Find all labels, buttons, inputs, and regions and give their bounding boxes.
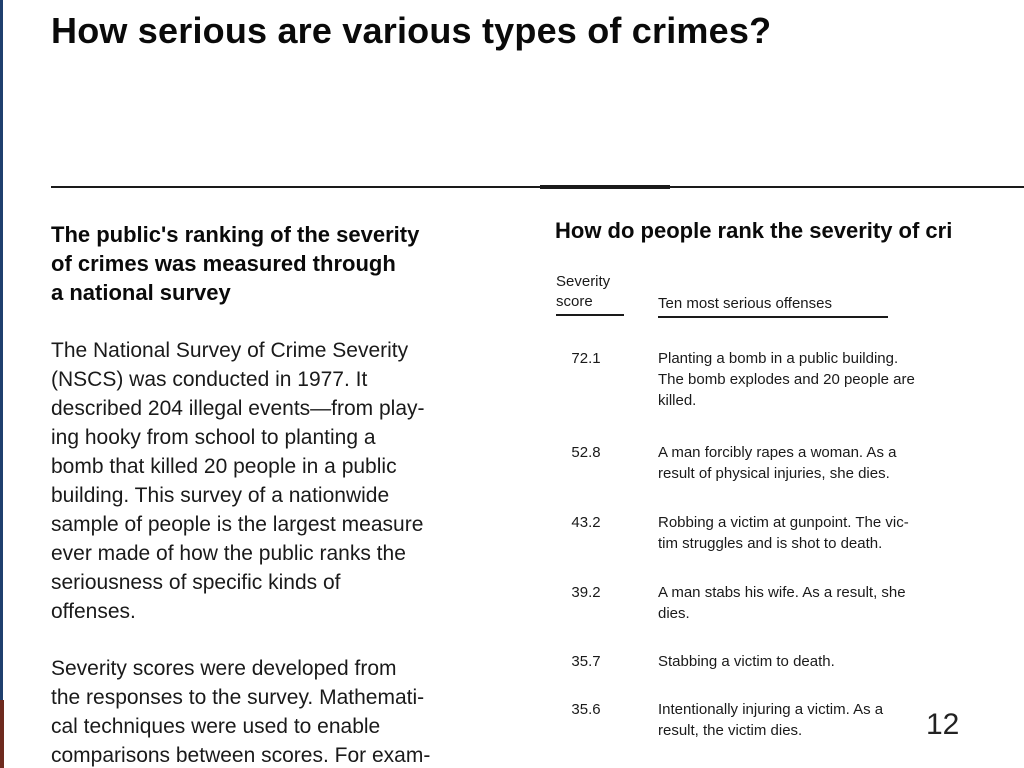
text-line: described 204 illegal events—from play- [51, 397, 425, 420]
text-line: Severity scores were developed from [51, 657, 397, 680]
severity-score: 35.7 [571, 653, 601, 670]
text-line: bomb that killed 20 people in a public [51, 455, 397, 478]
text-line: the responses to the survey. Mathemati- [51, 686, 425, 709]
text-line: comparisons between scores. For exam- [51, 744, 431, 767]
section-divider-accent [540, 185, 670, 189]
offense-line: Planting a bomb in a public building. [658, 350, 899, 367]
right-section-heading: How do people rank the severity of cri [555, 218, 953, 243]
offense-line: Intentionally injuring a victim. As a [658, 701, 884, 718]
text-line: seriousness of specific kinds of [51, 571, 341, 594]
offense-line: tim struggles and is shot to death. [658, 535, 883, 552]
text-line: ever made of how the public ranks the [51, 542, 406, 565]
left-edge-border [0, 0, 3, 768]
offense-line: A man stabs his wife. As a result, she [658, 584, 906, 601]
heading-line: of crimes was measured through [51, 251, 396, 276]
text-line: ing hooky from school to planting a [51, 426, 376, 449]
body-paragraph-2 [51, 654, 531, 768]
offense-line: result, the victim dies. [658, 722, 803, 739]
offense-description [658, 512, 1024, 554]
page-title: How serious are various types of crimes? [51, 10, 772, 51]
page-number: 12 [926, 708, 960, 741]
text-line: (NSCS) was conducted in 1977. It [51, 368, 368, 391]
heading-line: The public's ranking of the severity [51, 222, 420, 247]
offense-description [658, 348, 1024, 411]
left-section-heading [51, 220, 511, 307]
offense-line: A man forcibly rapes a woman. As a [658, 444, 897, 461]
severity-score: 52.8 [571, 444, 601, 461]
offense-line: Robbing a victim at gunpoint. The vic- [658, 514, 909, 531]
severity-score: 35.6 [571, 701, 601, 718]
offense-description [658, 699, 1024, 741]
offenses-column-header: Ten most serious offenses [658, 294, 888, 318]
text-line: cal techniques were used to enable [51, 715, 381, 738]
text-line: building. This survey of a nationwide [51, 484, 390, 507]
offense-line: dies. [658, 605, 690, 622]
text-line: sample of people is the largest measure [51, 513, 424, 536]
severity-score: 72.1 [571, 350, 601, 367]
text-line: The National Survey of Crime Severity [51, 339, 409, 362]
offense-description [658, 442, 1024, 484]
severity-score: 39.2 [571, 584, 601, 601]
section-divider [51, 186, 1024, 188]
header-line: Severity [556, 273, 611, 290]
offense-line: The bomb explodes and 20 people are [658, 371, 915, 388]
left-edge-accent [0, 700, 4, 768]
heading-line: a national survey [51, 280, 231, 305]
body-paragraph-1 [51, 336, 531, 626]
offense-line: result of physical injuries, she dies. [658, 465, 890, 482]
offense-description [658, 651, 1024, 672]
offense-line: killed. [658, 392, 697, 409]
severity-score-column-header [556, 272, 624, 316]
text-line: offenses. [51, 600, 136, 623]
offense-description [658, 582, 1024, 624]
header-line: score [556, 293, 593, 310]
offense-line: Stabbing a victim to death. [658, 653, 835, 670]
severity-score: 43.2 [571, 514, 601, 531]
